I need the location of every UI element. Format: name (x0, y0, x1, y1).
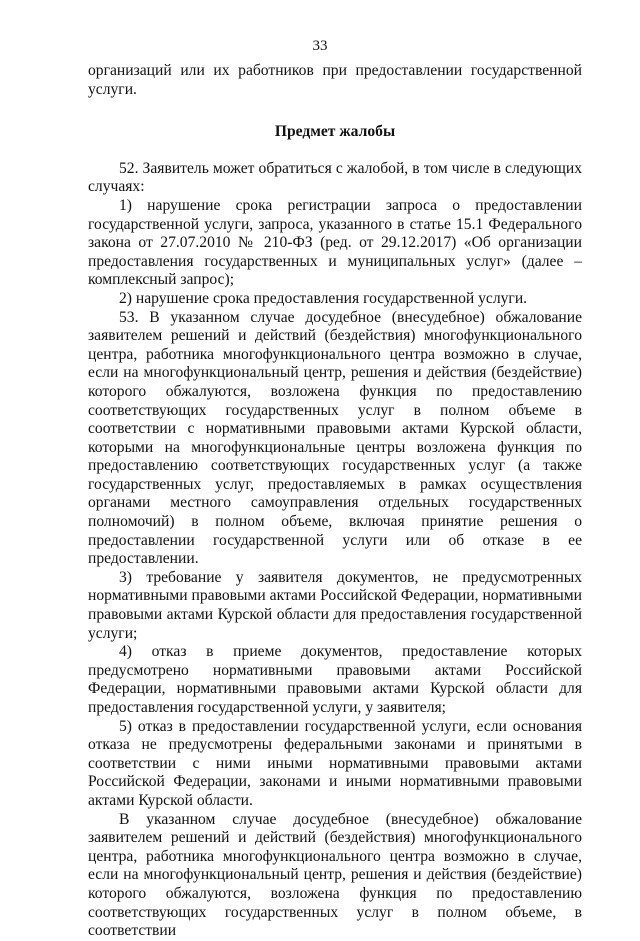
paragraph-continuation: организаций или их работников при предоставлении государственной услуги. (88, 62, 582, 98)
paragraph-52: 52. Заявитель может обратиться с жалобой, в том числе в следующих случаях: (88, 159, 582, 196)
page-number: 33 (312, 38, 328, 54)
list-item-4: 4) отказ в приеме документов, предоставление которых предусмотрено нормативными правовыми актами Российской Федерации, нормативными правовыми актами Курской области для предоставления государственной услуги, у заявителя; (88, 643, 582, 716)
paragraph-53: 53. В указанном случае досудебное (внесудебное) обжалование заявителем решений и действий (бездействия) многофункционального центра, работника многофункционального центра возможно в случае, если на многофункциональный центр, решения и действия (бездействие) которого обжалуются, возложена функция по предоставлению соответствующих государственных услуг в полном объеме в соответствии с нормативными правовыми актами Курской области, которыми на многофункциональные центры возложена функция по предоставлению соответствующих государственных услуг (а также государственных услуг, предоставляемых в рамках осуществления органами местного самоуправления отдельных государственных полномочий) в полном объеме, включая принятие решения о предоставлении государственной услуги или об отказе в ее предоставлении. (88, 308, 582, 568)
document-body (88, 62, 582, 941)
list-item-5: 5) отказ в предоставлении государственной услуги, если основания отказа не предусмотрены федеральными законами и принятыми в соответствии с ними иными нормативными правовыми актами Российской Федерации, законами и иными нормативными правовыми актами Курской области. (88, 717, 582, 809)
paragraph-closing: В указанном случае досудебное (внесудебное) обжалование заявителем решений и действий (бездействия) многофункционального центра, работника многофункционального центра возможно в случае, если на многофункциональный центр, решения и действия (бездействие) которого обжалуются, возложена функция по предоставлению соответствующих государственных услуг в полном объеме, в соответствии (88, 810, 582, 940)
list-item-1: 1) нарушение срока регистрации запроса о предоставлении государственной услуги, запроса, указанного в статье 15.1 Федерального закона от 27.07.2010 № 210-ФЗ (ред. от 29.12.2017) «Об организации предоставления государственных и муниципальных услуг» (далее – комплексный запрос); (88, 196, 582, 289)
list-item-3: 3) требование у заявителя документов, не предусмотренных нормативными правовыми актами Российской Федерации, нормативными правовыми актами Курской области для предоставления государственной услуги; (88, 568, 582, 642)
list-item-2: 2) нарушение срока предоставления государственной услуги. (119, 289, 528, 307)
section-heading: Предмет жалобы (274, 123, 396, 141)
